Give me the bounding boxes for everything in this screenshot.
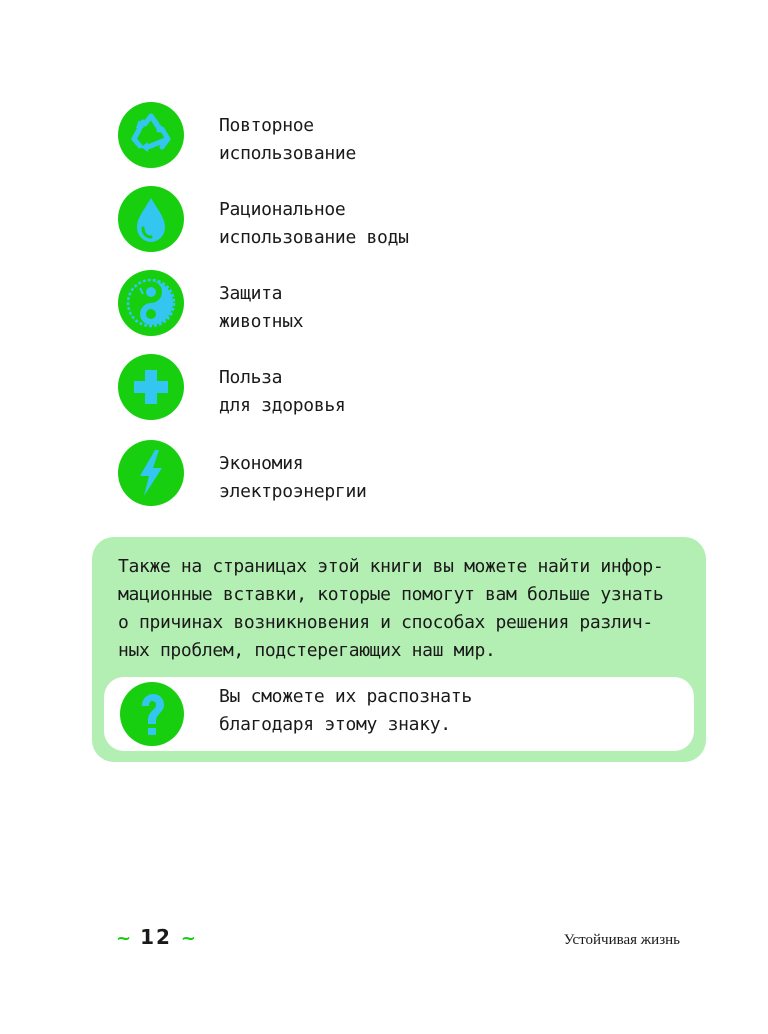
legend-label-line1: Польза <box>219 367 283 388</box>
info-paragraph <box>118 553 688 665</box>
water-drop-icon <box>118 186 184 252</box>
page-number <box>116 925 196 949</box>
tilde-right: ~ <box>180 928 196 949</box>
legend-label-line2: животных <box>219 311 304 332</box>
running-footer-title: Устойчивая жизнь <box>563 932 680 948</box>
tilde-left: ~ <box>116 928 132 949</box>
question-mark-icon <box>120 682 184 746</box>
legend-label-line2: использование воды <box>219 227 409 248</box>
legend-item-electricity <box>118 440 518 508</box>
legend-label-line1: Защита <box>219 283 283 304</box>
info-line: о причинах возникновения и способах решения различ- <box>118 612 653 633</box>
info-line: мационные вставки, которые помогут вам больше узнать <box>118 584 664 605</box>
page-number-value: 12 <box>140 925 172 949</box>
note-line1: Вы сможете их распознать <box>219 686 472 707</box>
animal-yin-yang-icon <box>118 270 184 336</box>
legend-item-reuse <box>118 102 518 170</box>
legend-label-line2: использование <box>219 143 356 164</box>
legend-item-water <box>118 186 518 254</box>
lightning-icon <box>118 440 184 506</box>
legend-item-animals <box>118 270 518 338</box>
legend-label-line2: электроэнергии <box>219 481 367 502</box>
note-line2: благодаря этому знаку. <box>219 714 451 735</box>
medical-cross-icon <box>118 354 184 420</box>
legend-label-line1: Рациональное <box>219 199 346 220</box>
legend-label-line1: Экономия <box>219 453 304 474</box>
info-note-box <box>104 677 694 751</box>
info-line: ных проблем, подстерегающих наш мир. <box>118 640 496 661</box>
recycle-icon <box>118 102 184 168</box>
legend-label-line2: для здоровья <box>219 395 346 416</box>
info-line: Также на страницах этой книги вы можете найти инфор- <box>118 556 664 577</box>
legend-item-health <box>118 354 518 422</box>
legend-label-line1: Повторное <box>219 115 314 136</box>
info-box <box>92 537 706 762</box>
